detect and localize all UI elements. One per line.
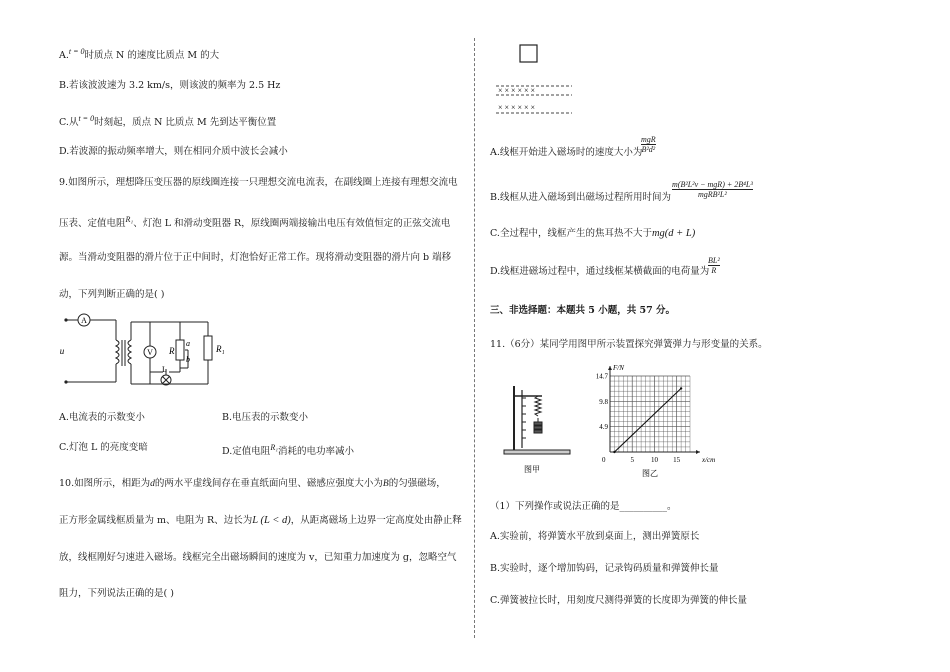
circuit-r-label: R bbox=[169, 346, 175, 356]
section-3-heading: 三、非选择题：本题共 5 小题，共 57 分。 bbox=[490, 305, 676, 316]
field-row-bottom: × × × × × × bbox=[498, 103, 536, 112]
chart-y-tick-label: 4.9 bbox=[599, 423, 608, 432]
q10-stem-line1: 10.如图所示，相距为d的两水平虚线间存在垂直纸面向里、磁感应强度大小为B的匀强磁场， bbox=[59, 478, 446, 489]
fig-jia-label: 图甲 bbox=[524, 465, 540, 474]
q9-circuit-diagram bbox=[58, 312, 228, 394]
q10-stem-line3: 放，线框刚好匀速进入磁场。线框完全出磁场瞬间的速度为 v，已知重力加速度为 g，忽略空气 bbox=[59, 552, 457, 563]
circuit-b-label: b bbox=[186, 355, 190, 364]
q10-option-d[interactable]: D.线框进磁场过程中，通过线框某横截面的电荷量为 bbox=[490, 266, 710, 277]
circuit-r1-label: R₁ bbox=[216, 344, 225, 354]
circuit-a-label: a bbox=[186, 339, 190, 348]
q9-option-a[interactable]: A.电流表的示数变小 bbox=[59, 412, 145, 423]
chart-y-axis-arrow bbox=[608, 366, 612, 370]
q8-option-b[interactable]: B.若该波波速为 3.2 km/s，则该波的频率为 2.5 Hz bbox=[59, 80, 281, 91]
q9-option-d[interactable]: D.定值电阻$^{R_1}$消耗的电功率减小 bbox=[222, 443, 354, 458]
q10-magnetic-field-diagram bbox=[494, 44, 574, 114]
chart-data-point bbox=[680, 387, 682, 389]
q10-option-d-fraction: $\frac{\text{BL²}}{R}$ bbox=[708, 256, 720, 275]
q9-option-c[interactable]: C.灯泡 L 的亮度变暗 bbox=[59, 442, 148, 453]
fig-yi-label: 图乙 bbox=[642, 469, 658, 478]
chart-x-axis-arrow bbox=[696, 450, 700, 454]
q11-option-b[interactable]: B.实验时，逐个增加钩码，记录钩码质量和弹簧伸长量 bbox=[490, 563, 719, 574]
q10-option-b[interactable]: B.线框从进入磁场到出磁场过程所用时间为 bbox=[490, 192, 672, 203]
q9-option-b[interactable]: B.电压表的示数变小 bbox=[222, 412, 309, 423]
q8-option-d[interactable]: D.若波源的振动频率增大，则在相同介质中波长会减小 bbox=[59, 146, 288, 157]
q9-stem-line2: 压表、定值电阻$^{R_1}$、灯泡 L 和滑动变阻器 R，原线圈两端接输出电压有效值恒定的正弦交流电 bbox=[59, 215, 451, 230]
chart-x-tick-label: 10 bbox=[650, 456, 658, 464]
q11-option-c[interactable]: C.弹簧被拉长时，用刻度尺测得弹簧的长度即为弹簧的伸长量 bbox=[490, 595, 747, 606]
q10-option-c[interactable]: C.全过程中，线框产生的焦耳热不大于mg(d + L) bbox=[490, 228, 696, 239]
circuit-u-label: u bbox=[59, 346, 65, 356]
field-row-top: × × × × × × bbox=[498, 86, 536, 95]
chart-data-point bbox=[613, 451, 615, 453]
q11-option-a[interactable]: A.实验前，将弹簧水平放到桌面上，测出弹簧原长 bbox=[490, 531, 700, 542]
q11-force-extension-chart bbox=[592, 364, 716, 480]
chart-x-tick-label: 0 bbox=[602, 456, 606, 464]
chart-y-tick-label: 14.7 bbox=[595, 372, 608, 381]
q11-sub-question-1: （1）下列操作或说法正确的是__________。 bbox=[490, 501, 677, 512]
q10-option-b-fraction: m(B²L²v − mgR) + 2B⁴L³ mgRB²L² bbox=[672, 180, 753, 199]
chart-y-axis-label: F/N bbox=[613, 364, 624, 372]
circuit-lamp-label: L bbox=[162, 365, 167, 374]
q10-option-a[interactable]: A.线框开始进入磁场时的速度大小为 bbox=[490, 147, 643, 158]
q9-stem-line3: 源。当滑动变阻器的滑片位于正中间时，灯泡恰好正常工作。现将滑动变阻器的滑片向 b 端移 bbox=[59, 252, 452, 263]
chart-x-tick-label: 5 bbox=[630, 456, 634, 464]
q8-option-c[interactable]: C.从$^{t = 0}$时刻起，质点 N 比质点 M 先到达平衡位置 bbox=[59, 114, 277, 129]
chart-series-line bbox=[614, 388, 681, 452]
q9-stem-line1: 9.如图所示，理想降压变压器的原线圈连接一只理想交流电流表，在副线圈上连接有理想交流电 bbox=[59, 177, 458, 188]
chart-x-axis-label: x/cm bbox=[702, 456, 716, 464]
q8-option-a[interactable]: A.$^{t = 0}$时质点 N 的速度比质点 M 的大 bbox=[59, 47, 220, 62]
q10-stem-line4: 阻力，下列说法正确的是( ) bbox=[59, 588, 174, 599]
chart-y-tick-label: 9.8 bbox=[599, 397, 608, 406]
column-divider bbox=[474, 38, 475, 638]
chart-x-tick-label: 15 bbox=[673, 456, 681, 464]
q9-stem-line4: 动，下列判断正确的是( ) bbox=[59, 289, 165, 300]
q10-option-a-fraction: mgR B²d² bbox=[641, 135, 656, 154]
q11-apparatus-figure bbox=[500, 378, 578, 474]
q11-stem: 11.（6分）某同学用图甲所示装置探究弹簧弹力与形变量的关系。 bbox=[490, 339, 768, 350]
circuit-voltmeter-label: V bbox=[147, 348, 153, 357]
circuit-ammeter-label: A bbox=[81, 316, 87, 325]
q10-stem-line2: 正方形金属线框质量为 m、电阻为 R、边长为L (L < d)，从距离磁场上边界一定高度处由静止释 bbox=[59, 515, 462, 526]
